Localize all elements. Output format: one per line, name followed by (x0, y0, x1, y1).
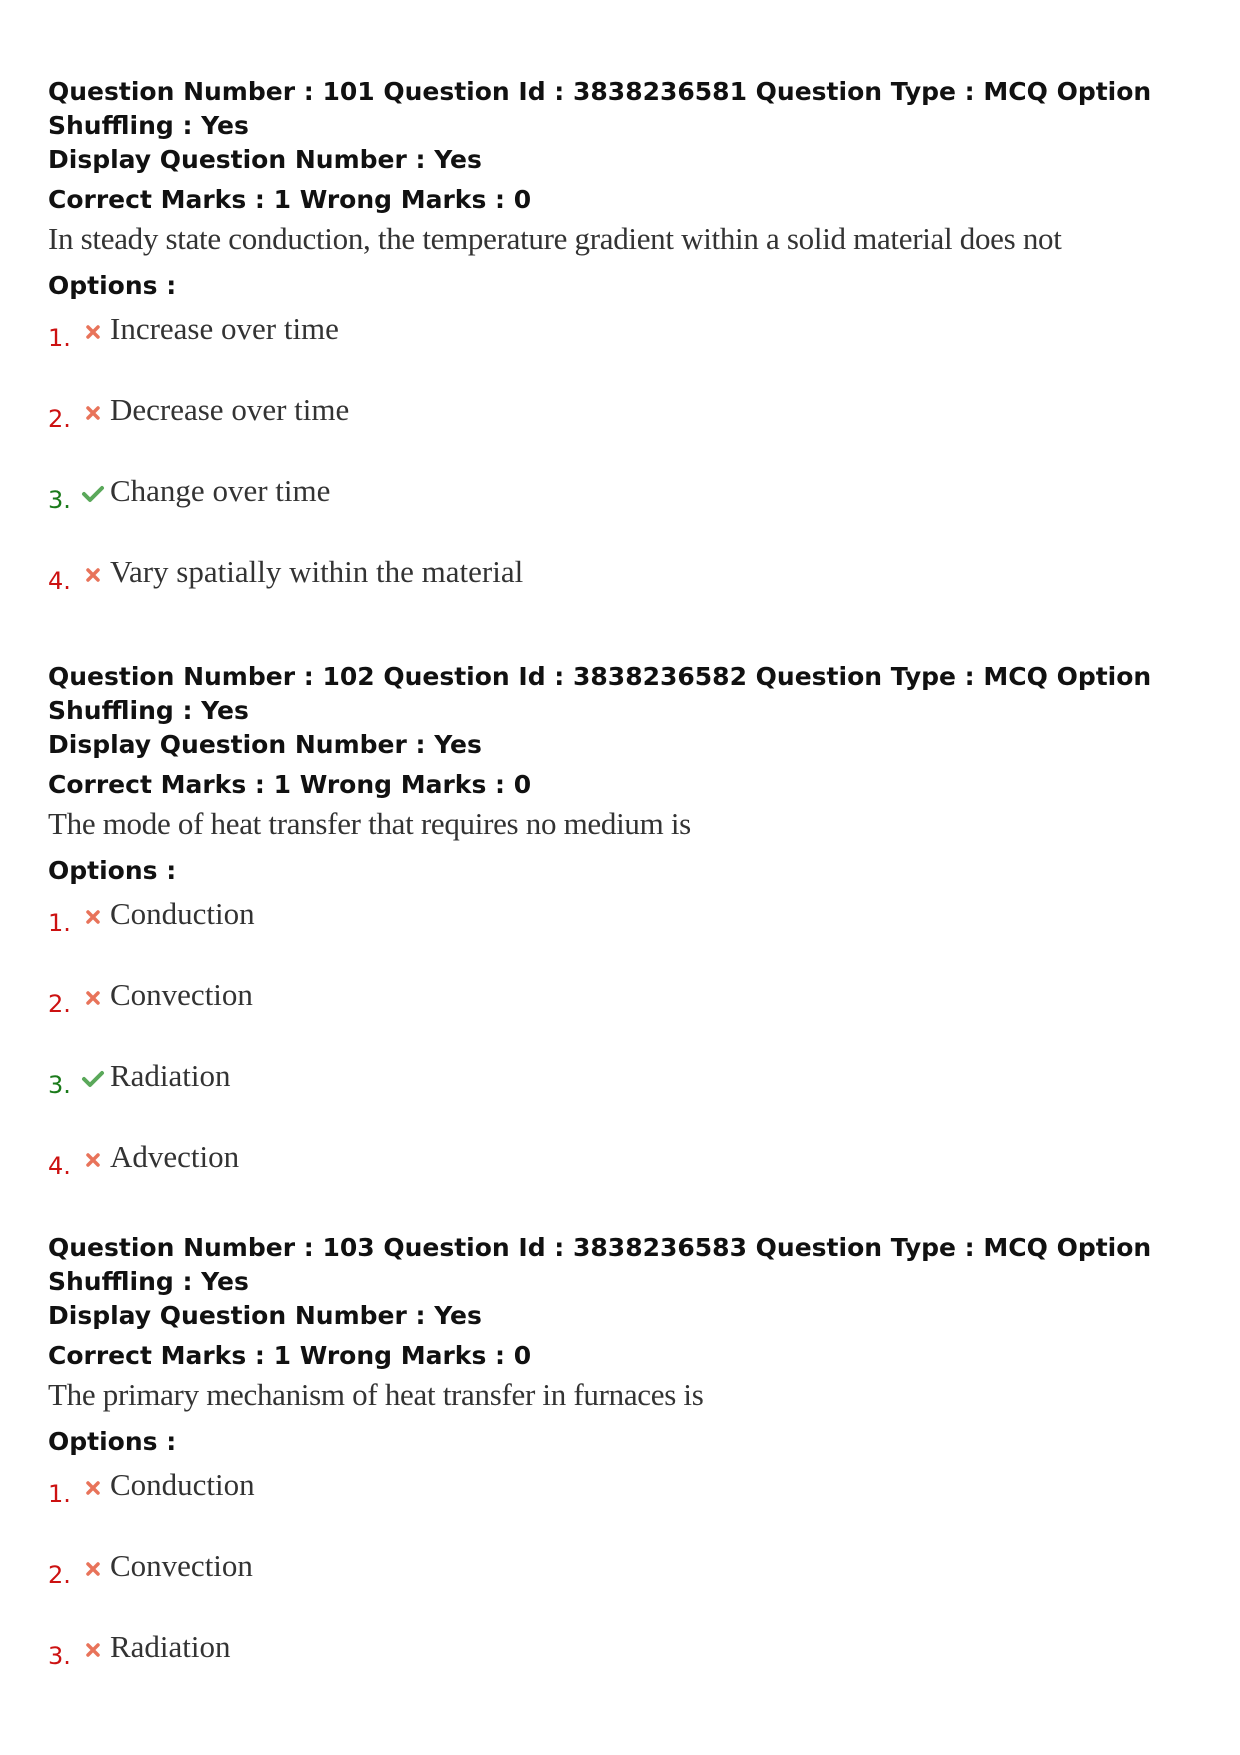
option-item (48, 1627, 1208, 1670)
options-label: Options : (48, 856, 177, 885)
option-item (48, 975, 1208, 1018)
question-text: The primary mechanism of heat transfer in furnaces is (48, 1377, 704, 1412)
option-item (48, 1546, 1208, 1589)
display-question-number: Display Question Number : Yes (48, 1301, 482, 1330)
option-number: 3. (48, 1642, 71, 1670)
option-number: 4. (48, 567, 71, 595)
cross-icon (78, 1145, 108, 1175)
cross-icon (78, 1554, 108, 1584)
option-text: Vary spatially within the material (110, 554, 524, 589)
options-label: Options : (48, 271, 177, 300)
option-text: Radiation (110, 1058, 231, 1093)
option-item (48, 894, 1208, 937)
display-question-number: Display Question Number : Yes (48, 145, 482, 174)
question-block-103 (48, 1231, 1208, 1670)
cross-icon (78, 1473, 108, 1503)
cross-icon (78, 902, 108, 932)
question-text: In steady state conduction, the temperature gradient within a solid material does not (48, 221, 1062, 256)
option-item (48, 471, 1208, 514)
option-item (48, 552, 1208, 595)
option-number: 3. (48, 1071, 71, 1099)
option-number: 3. (48, 486, 71, 514)
option-text: Conduction (110, 1467, 255, 1502)
option-text: Decrease over time (110, 392, 350, 427)
option-number: 1. (48, 324, 71, 352)
option-text: Radiation (110, 1629, 231, 1664)
cross-icon (78, 398, 108, 428)
cross-icon (78, 560, 108, 590)
option-text: Convection (110, 977, 253, 1012)
cross-icon (78, 1635, 108, 1665)
option-number: 2. (48, 1561, 71, 1589)
cross-icon (78, 317, 108, 347)
option-text: Advection (110, 1139, 240, 1174)
option-item (48, 390, 1208, 433)
marks-line: Correct Marks : 1 Wrong Marks : 0 (48, 1341, 532, 1370)
option-number: 2. (48, 990, 71, 1018)
option-text: Conduction (110, 896, 255, 931)
option-text: Convection (110, 1548, 253, 1583)
question-meta-line: Question Number : 101 Question Id : 3838236581 Question Type : MCQ Option Shuffling : Yes (48, 77, 1152, 140)
question-text: The mode of heat transfer that requires no medium is (48, 806, 691, 841)
option-text: Increase over time (110, 311, 339, 346)
option-item (48, 1137, 1208, 1180)
check-icon (78, 479, 108, 509)
marks-line: Correct Marks : 1 Wrong Marks : 0 (48, 770, 532, 799)
option-number: 4. (48, 1152, 71, 1180)
option-item (48, 1056, 1208, 1099)
question-block-102 (48, 660, 1208, 1180)
cross-icon (78, 983, 108, 1013)
display-question-number: Display Question Number : Yes (48, 730, 482, 759)
option-number: 1. (48, 1480, 71, 1508)
option-number: 2. (48, 405, 71, 433)
option-item (48, 1465, 1208, 1508)
option-text: Change over time (110, 473, 331, 508)
option-number: 1. (48, 909, 71, 937)
question-meta-line: Question Number : 102 Question Id : 3838236582 Question Type : MCQ Option Shuffling : Yes (48, 662, 1152, 725)
marks-line: Correct Marks : 1 Wrong Marks : 0 (48, 185, 532, 214)
check-icon (78, 1064, 108, 1094)
question-block-101 (48, 75, 1208, 595)
options-label: Options : (48, 1427, 177, 1456)
question-meta-line: Question Number : 103 Question Id : 3838236583 Question Type : MCQ Option Shuffling : Yes (48, 1233, 1152, 1296)
option-item (48, 309, 1208, 352)
